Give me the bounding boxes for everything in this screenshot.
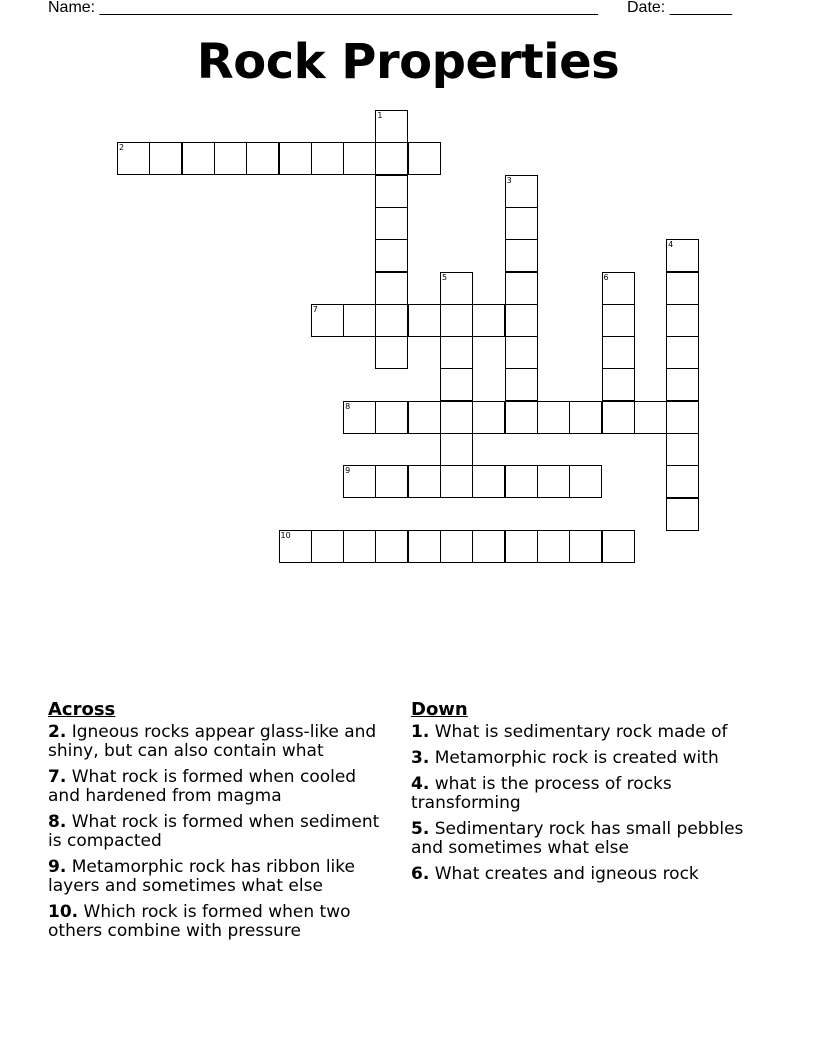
name-field[interactable]: Name: ________________________________________________________ [48, 0, 598, 16]
grid-cell[interactable] [440, 336, 473, 369]
across-clues [48, 700, 393, 948]
grid-cell[interactable] [505, 401, 538, 434]
grid-cell[interactable] [569, 530, 602, 563]
grid-cell[interactable] [408, 465, 441, 498]
clue-down-6: 6. What creates and igneous rock [411, 864, 699, 884]
grid-cell[interactable] [537, 401, 570, 434]
grid-cell[interactable] [634, 401, 667, 434]
grid-cell[interactable] [505, 175, 538, 208]
grid-cell[interactable] [375, 272, 408, 305]
clue-number: 8 [345, 401, 351, 411]
grid-cell[interactable] [182, 142, 215, 175]
grid-cell[interactable] [666, 433, 699, 466]
clue-down-5: 5. Sedimentary rock has small pebbles and sometimes what else [411, 819, 744, 858]
grid-cell[interactable] [375, 530, 408, 563]
clue-down-1: 1. What is sedimentary rock made of [411, 722, 728, 742]
grid-cell[interactable] [246, 142, 279, 175]
grid-cell[interactable] [537, 530, 570, 563]
grid-cell[interactable] [440, 530, 473, 563]
grid-cell[interactable] [343, 401, 376, 434]
grid-cell[interactable] [602, 368, 635, 401]
grid-cell[interactable] [505, 239, 538, 272]
down-heading: Down [411, 699, 468, 720]
clue-across-2: 2. Igneous rocks appear glass-like and shiny, but can also contain what [48, 722, 377, 761]
grid-cell[interactable] [375, 142, 408, 175]
clue-number: 2 [119, 143, 125, 153]
clue-number: 5 [442, 272, 448, 282]
clue-across-7: 7. What rock is formed when cooled and hardened from magma [48, 767, 357, 806]
grid-cell[interactable] [375, 207, 408, 240]
grid-cell[interactable] [505, 272, 538, 305]
grid-cell[interactable] [375, 175, 408, 208]
grid-cell[interactable] [375, 110, 408, 143]
clue-down-3: 3. Metamorphic rock is created with [411, 748, 719, 768]
grid-cell[interactable] [666, 336, 699, 369]
grid-cell[interactable] [569, 465, 602, 498]
across-heading: Across [48, 699, 116, 720]
grid-cell[interactable] [440, 272, 473, 305]
down-clues [411, 700, 771, 891]
clue-number: 4 [668, 240, 674, 250]
grid-cell[interactable] [375, 304, 408, 337]
grid-cell[interactable] [408, 304, 441, 337]
grid-cell[interactable] [666, 239, 699, 272]
clue-number: 6 [603, 272, 609, 282]
grid-cell[interactable] [602, 304, 635, 337]
grid-cell[interactable] [666, 304, 699, 337]
grid-cell[interactable] [472, 465, 505, 498]
grid-cell[interactable] [666, 272, 699, 305]
grid-cell[interactable] [472, 304, 505, 337]
grid-cell[interactable] [149, 142, 182, 175]
clue-number: 1 [377, 111, 383, 120]
grid-cell[interactable] [440, 465, 473, 498]
grid-cell[interactable] [666, 498, 699, 531]
date-field[interactable]: Date: _______ [627, 0, 732, 16]
clue-number: 10 [280, 530, 291, 540]
grid-cell[interactable] [408, 142, 441, 175]
grid-cell[interactable] [214, 142, 247, 175]
grid-cell[interactable] [440, 401, 473, 434]
grid-cell[interactable] [408, 530, 441, 563]
grid-cell[interactable] [375, 401, 408, 434]
grid-cell[interactable] [279, 530, 312, 563]
grid-cell[interactable] [375, 465, 408, 498]
grid-cell[interactable] [602, 272, 635, 305]
grid-cell[interactable] [505, 336, 538, 369]
clue-number: 7 [312, 304, 318, 314]
grid-cell[interactable] [505, 530, 538, 563]
grid-cell[interactable] [472, 530, 505, 563]
clue-number: 9 [345, 466, 351, 476]
grid-cell[interactable] [666, 401, 699, 434]
clue-down-4: 4. what is the process of rocks transforming [411, 774, 672, 813]
grid-cell[interactable] [311, 530, 344, 563]
grid-cell[interactable] [440, 304, 473, 337]
clue-across-8: 8. What rock is formed when sediment is compacted [48, 812, 380, 851]
grid-cell[interactable] [343, 304, 376, 337]
grid-cell[interactable] [343, 142, 376, 175]
grid-cell[interactable] [117, 142, 150, 175]
page-title: Rock Properties [196, 34, 620, 90]
grid-cell[interactable] [505, 207, 538, 240]
grid-cell[interactable] [311, 304, 344, 337]
grid-cell[interactable] [343, 530, 376, 563]
grid-cell[interactable] [505, 465, 538, 498]
grid-cell[interactable] [569, 401, 602, 434]
grid-cell[interactable] [440, 368, 473, 401]
grid-cell[interactable] [343, 465, 376, 498]
clue-across-10: 10. Which rock is formed when two others combine with pressure [48, 902, 351, 941]
grid-cell[interactable] [666, 368, 699, 401]
grid-cell[interactable] [440, 433, 473, 466]
grid-cell[interactable] [311, 142, 344, 175]
clue-across-9: 9. Metamorphic rock has ribbon like layers and sometimes what else [48, 857, 355, 896]
grid-cell[interactable] [279, 142, 312, 175]
grid-cell[interactable] [408, 401, 441, 434]
grid-cell[interactable] [602, 401, 635, 434]
grid-cell[interactable] [375, 336, 408, 369]
grid-cell[interactable] [505, 368, 538, 401]
grid-cell[interactable] [666, 465, 699, 498]
grid-cell[interactable] [505, 304, 538, 337]
grid-cell[interactable] [472, 401, 505, 434]
grid-cell[interactable] [375, 239, 408, 272]
grid-cell[interactable] [537, 465, 570, 498]
grid-cell[interactable] [602, 336, 635, 369]
clue-number: 3 [506, 175, 512, 185]
grid-cell[interactable] [602, 530, 635, 563]
